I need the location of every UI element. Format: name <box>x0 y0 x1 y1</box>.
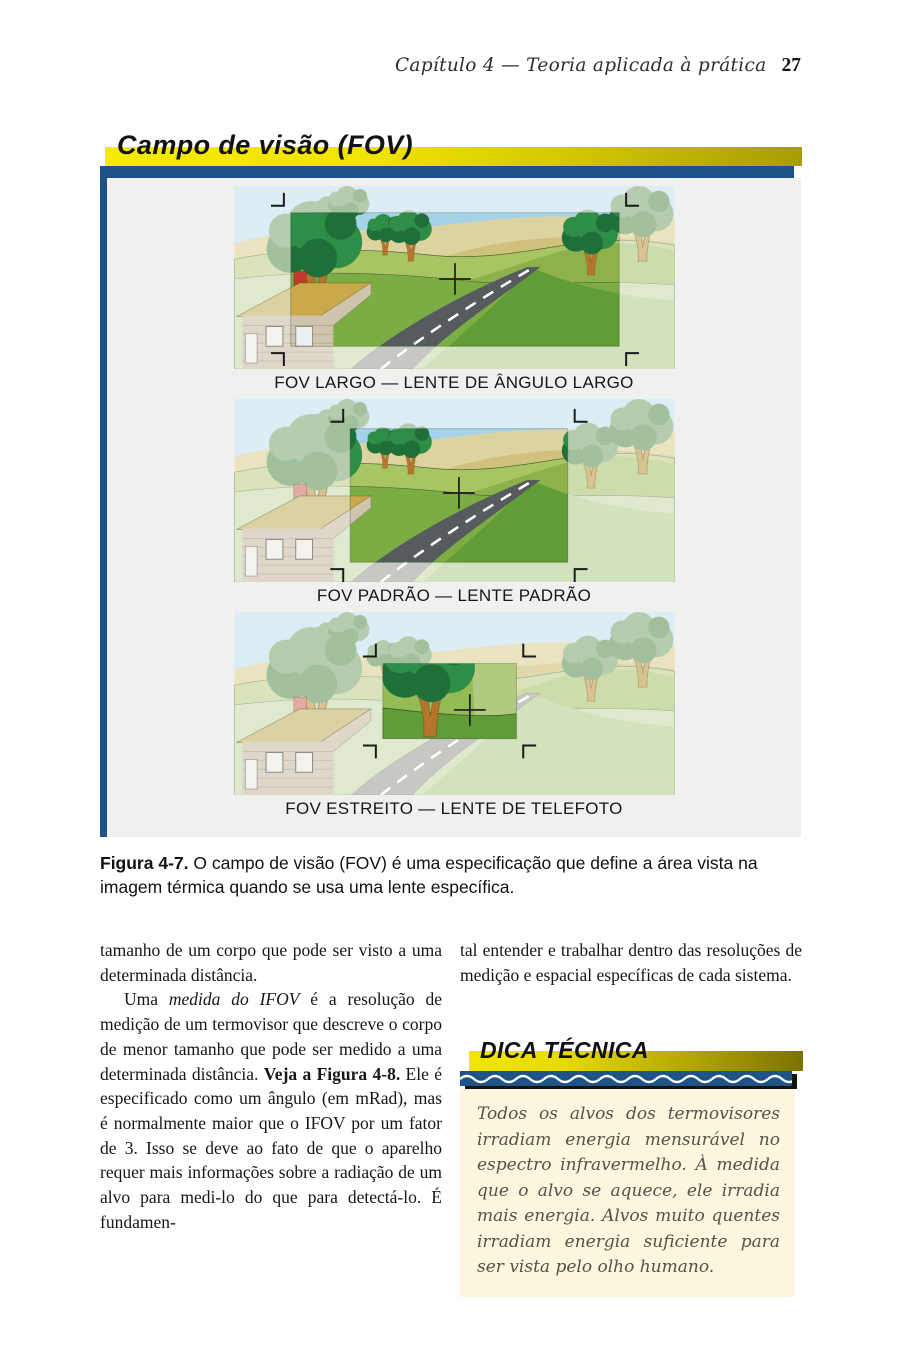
tip-box <box>460 1037 801 1297</box>
chapter-title: Capítulo 4 — Teoria aplicada à prática <box>394 55 767 76</box>
fov-figure-standard <box>232 399 677 606</box>
figure-panel <box>100 178 801 837</box>
tip-title: DICA TÉCNICA <box>480 1037 649 1064</box>
tip-text: Todos os alvos dos termovisores irradiam energia mensurável no espectro infravermelho. À medida que o alvo se aquece, ele irradia mais energia. Alvos muito quentes irradiam energia suficiente para ser vista pelo olho humano. <box>460 1089 795 1297</box>
running-head <box>395 55 801 77</box>
figure-caption-label: Figura 4-7. <box>100 853 189 873</box>
page-number: 27 <box>781 55 801 76</box>
fov-wide-caption: FOV LARGO — LENTE DE ÂNGULO LARGO <box>274 373 634 392</box>
fov-illustration-narrow <box>232 612 677 795</box>
paragraph: tal entender e trabalhar dentro das resoluções de medição e espacial específicas de cada sistema. <box>460 940 802 985</box>
tip-header <box>460 1037 801 1087</box>
fov-illustration-wide <box>232 186 677 369</box>
body-column-right <box>460 938 802 1297</box>
section-rule-bar <box>100 166 794 178</box>
body-column-left <box>100 938 442 1234</box>
wave-icon <box>460 1071 792 1086</box>
fov-figure-wide <box>232 186 677 393</box>
figure-caption <box>100 851 803 899</box>
paragraph: Uma medida do IFOV é a resolução de medição de um termovisor que descreve o corpo de menor tamanho que pode ser medido a uma determinada distância. Veja a Figura 4-8. Ele é especificado como um ângulo (em mRad), mas é normalmente maior que o IFOV por um fator de 3. Isso se deve ao fato de que o aparelho requer mais informações sobre a radiação de um alvo para medi-lo do que para detectá-lo. É fundamen- <box>100 989 442 1232</box>
paragraph: tamanho de um corpo que pode ser visto a uma determinada distância. <box>100 940 442 985</box>
section-title: Campo de visão (FOV) <box>117 130 414 160</box>
fov-narrow-caption: FOV ESTREITO — LENTE DE TELEFOTO <box>285 799 623 818</box>
figure-caption-text: O campo de visão (FOV) é uma especificação que define a área vista na imagem térmica quando se usa uma lente específica. <box>100 853 758 897</box>
tip-wave-bar <box>460 1071 792 1086</box>
cross-reference: Veja a Figura 4-8. <box>263 1063 401 1084</box>
fov-figure-narrow <box>232 612 677 819</box>
fov-standard-caption: FOV PADRÃO — LENTE PADRÃO <box>316 586 592 605</box>
fov-illustration-standard <box>232 399 677 582</box>
emphasized-term: medida do IFOV <box>168 989 300 1010</box>
